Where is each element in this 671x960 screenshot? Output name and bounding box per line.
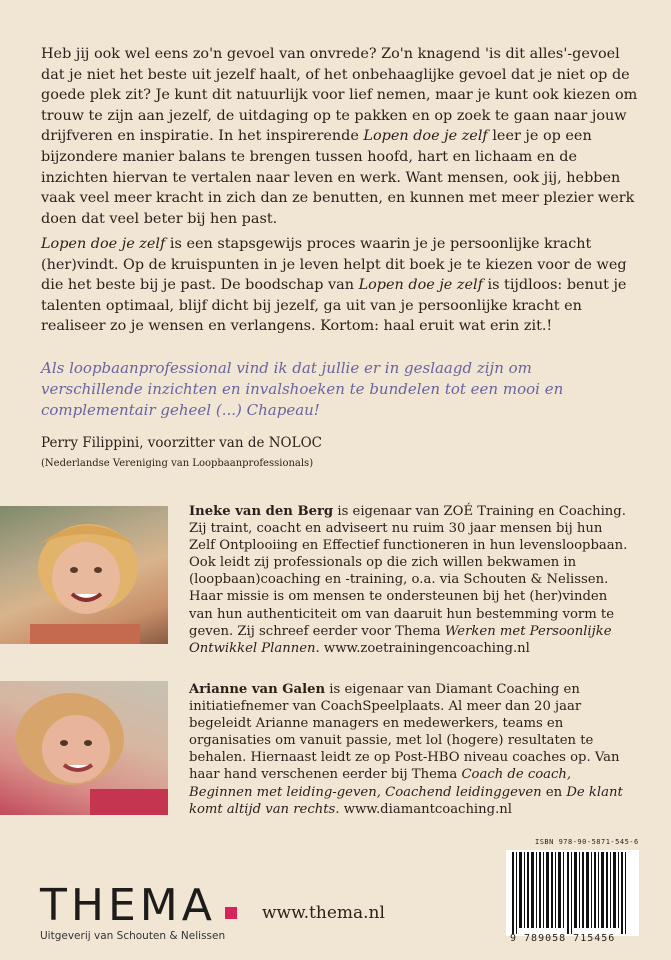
- barcode: [506, 850, 639, 936]
- intro-text: is een stapsgewijs proces waarin je je persoonlijke kracht (her)vindt. Op de kruispunten in je leven helpt dit boek je te kiezen voor de weg die het beste bij je past. De boodschap van: [41, 236, 627, 294]
- book-title: Coach de coach, Beginnen met leiding-geven, Coachend leidinggeven: [189, 767, 572, 800]
- book-title: Lopen doe je zelf: [358, 277, 483, 294]
- author-photo-arianne: [0, 681, 168, 815]
- publisher-name: Uitgeverij van Schouten & Nelissen: [40, 930, 226, 942]
- publisher-logo: THEMA: [40, 880, 216, 931]
- author-name: Arianne van Galen: [189, 682, 326, 697]
- bio-text: is eigenaar van ZOÉ Training en Coaching. Zij traint, coacht en adviseert nu ruim 30 jaar mensen bij hun Zelf Ontplooiing en Effectief functioneren in hun levensloopbaan. Ook leidt zij professionals op die zich willen bekwamen in (loopbaan)coaching en -training, o.a. via Schouten & Nelissen. Haar missie is om mensen te ondersteunen bij het (her)vinden van hun authenticiteit om van daaruit hun bestemming vorm te geven. Zij schreef eerder voor Thema: [189, 504, 628, 639]
- bio-text: is eigenaar van Diamant Coaching en initiatiefnemer van CoachSpeelplaats. Al meer dan 20 jaar begeleidt Arianne managers en medewerkers, teams en organisaties om vanuit passie, met lol (hogere) resultaten te behalen. Hiernaast leidt ze op Post-HBO niveau coaches op. Van haar hand verschenen eerder bij Thema: [189, 682, 620, 783]
- author-bio-ineke: [189, 503, 629, 657]
- intro-text: is tijdloos: benut je talenten optimaal, blijf dicht bij jezelf, ga uit van je persoonlijke kracht en realiseer zo je wensen en verlangens. Kortom: haal eruit wat erin zit.!: [41, 277, 627, 335]
- book-title: Werken met Persoonlijke Ontwikkel Plannen: [189, 623, 612, 656]
- bio-text: . www.diamantcoaching.nl: [335, 801, 512, 817]
- publisher-website: www.thema.nl: [262, 903, 385, 923]
- author-bio-arianne: [189, 681, 629, 818]
- author-photo-ineke: [0, 506, 168, 644]
- book-title: De klant komt altijd van rechts: [189, 784, 623, 817]
- quote-attribution-sub: (Nederlandse Vereniging van Loopbaanprofessionals): [41, 458, 314, 469]
- intro-text: Heb jij ook wel eens zo'n gevoel van onvrede? Zo'n knagend 'is dit alles'-gevoel dat je niet het beste uit jezelf haalt, of het onbehaaglijke gevoel dat je niet op de goede plek zit? Je kunt dit natuurlijk voor lief nemen, maar je kunt ook kiezen om trouw te zijn aan jezelf, de uitdaging op te pakken en op zoek te gaan naar jouw drijfveren en inspiratie. In het inspirerende: [41, 46, 638, 145]
- intro-paragraph-1: [41, 44, 643, 229]
- logo-dot: [225, 907, 237, 919]
- intro-text: leer je op een bijzondere manier balans te brengen tussen hoofd, hart en lichaam en de inzichten hiervan te vertalen naar leven en werk. Want mensen, ook jij, hebben vaak veel meer kracht in zich dan ze benutten, en kunnen met meer plezier werk doen dat veel beter bij hen past.: [41, 128, 635, 227]
- bio-text: . www.zoetrainingencoaching.nl: [315, 640, 530, 656]
- testimonial-quote: Als loopbaanprofessional vind ik dat jullie er in geslaagd zijn om verschillende inzichten en invalshoeken te bundelen tot een mooi en complementair geheel (...) Chapeau!: [41, 359, 564, 419]
- book-title: Lopen doe je zelf: [41, 236, 166, 252]
- book-title: Lopen doe je zelf: [363, 128, 488, 145]
- quote-attribution: Perry Filippini, voorzitter van de NOLOC: [41, 435, 322, 451]
- barcode-number: 9 789058 715456: [510, 933, 616, 944]
- intro-paragraph-2: [41, 234, 643, 337]
- bio-text: en: [541, 784, 567, 800]
- author-name: Ineke van den Berg: [189, 504, 334, 519]
- isbn-label: ISBN 978-90-5871-545-6: [535, 838, 639, 846]
